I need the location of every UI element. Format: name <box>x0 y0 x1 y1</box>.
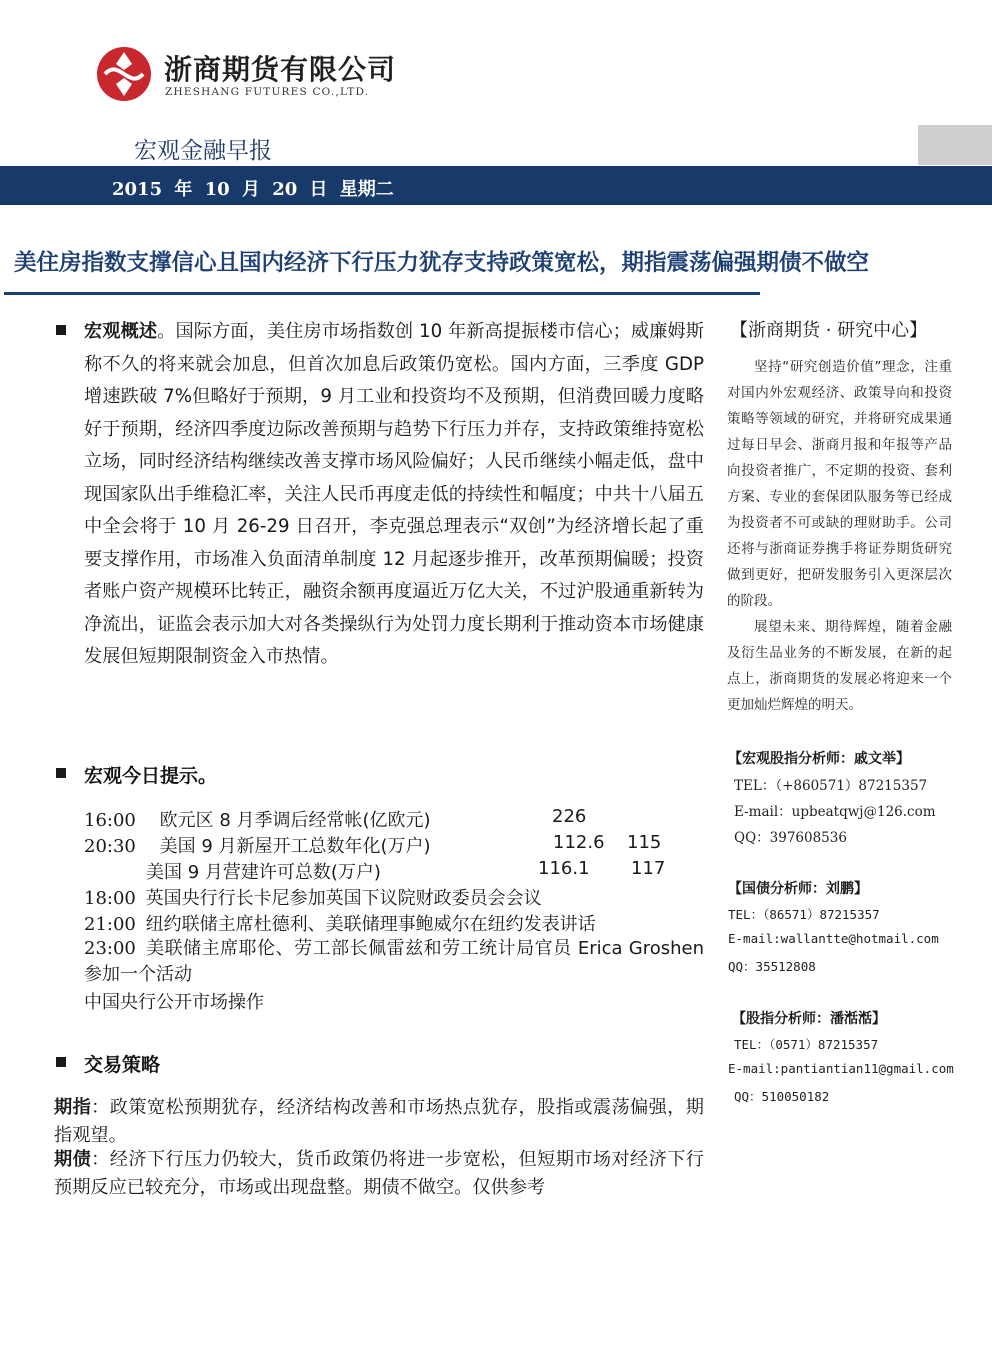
analyst-qq: QQ：397608536 <box>734 830 847 846</box>
analyst-title: 【股指分析师：潘湉湉】 <box>732 1011 886 1027</box>
calendar-row <box>84 884 542 910</box>
calendar-title: 宏观今日提示。 <box>84 765 218 787</box>
company-name-en: ZHESHANG FUTURES CO.,LTD. <box>165 86 370 98</box>
strategy-item-index-futures <box>54 1094 704 1150</box>
analyst-tel: TEL：（0571）87215357 <box>734 1037 879 1052</box>
sidebar-paragraph: 坚持“研究创造价值”理念，注重对国内外宏观经济、政策导向和投资策略等领域的研究，并将研究成果通过每日早会、浙商月报和年报等产品向投资者推广，不定期的投资、套利方案、专业的套保团队服务等已经成为投资者不可或缺的理财助手。公司还将与浙商证券携手将证券期货研究做到更好，把研发服务引入更深层次的阶段。 <box>727 359 952 609</box>
calendar-time: 20:30 <box>84 836 136 857</box>
strategy-item-bond-futures <box>54 1146 704 1202</box>
analyst-title: 【国债分析师：刘鹏】 <box>728 881 868 897</box>
sidebar-title: 【浙商期货 · 研究中心】 <box>730 320 928 341</box>
bullet-icon <box>56 1057 66 1067</box>
calendar-event: 英国央行行长卡尼参加英国下议院财政委员会会议 <box>145 888 542 909</box>
strategy-title: 交易策略 <box>84 1054 161 1076</box>
calendar-event: 美国 9 月营建许可总数(万户) <box>146 862 381 883</box>
overview-title: 宏观概述 <box>84 321 158 342</box>
company-name-cn: 浙商期货有限公司 <box>164 53 397 86</box>
overview-body: 。国际方面，美住房市场指数创 10 年新高提振楼市信心；威廉姆斯称不久的将来就会加息，但首次加息后政策仍宽松。国内方面，三季度 GDP 增速跌破 7%但略好于预期，9 月工业和投资均不及预期，但消费回暖力度略好于预期，经济四季度边际改善预期与趋势下行压力并存，支持政策维持宽松立场，同时经济结构继续改善支撑市场风险偏好；人民币继续小幅走低，盘中现国家队出手维稳汇率，关注人民币再度走低的持续性和幅度；中共十八届五中全会将于 10 月 26-29 日召开，李克强总理表示“双创”为经济增长起了重要支撑作用，市场准入负面清单制度 12 月起逐步推开，改革预期偏暖；投资者账户资产规模环比转正，融资余额再度逼近万亿大关，不过沪股通重新转为净流出，证监会表示加大对各类操纵行为处罚力度长期利于推动资本市场健康发展但短期限制资金入市热情。 <box>84 321 704 667</box>
calendar-row <box>84 936 704 988</box>
calendar-row <box>84 806 431 832</box>
headline-divider <box>4 292 760 295</box>
analyst-email[interactable]: E-mail:pantiantian11@gmail.com <box>728 1061 954 1076</box>
calendar-event: 欧元区 8 月季调后经常帐(亿欧元) <box>159 810 431 831</box>
macro-overview <box>84 316 704 674</box>
calendar-time: 16:00 <box>84 810 136 831</box>
analyst-title: 【宏观股指分析师：戚文举】 <box>728 751 910 767</box>
calendar-event: 美联储主席耶伦、劳工部长佩雷兹和劳工统计局官员 Erica Groshen 参加一个活动 <box>84 938 704 985</box>
strategy-label: 期指 <box>54 1097 92 1118</box>
calendar-time: 23:00 <box>84 938 136 959</box>
analyst-tel: TEL：（+860571）87215357 <box>734 778 928 794</box>
bullet-icon <box>56 768 66 778</box>
strategy-text: ：经济下行压力仍较大，货币政策仍将进一步宽松，但短期市场对经济下行预期反应已较充分，市场或出现盘整。期债不做空。仅供参考 <box>54 1149 704 1198</box>
calendar-row <box>84 832 431 858</box>
calendar-time: 21:00 <box>84 914 136 935</box>
calendar-prev: 116.1 <box>538 858 590 879</box>
calendar-event: 中国央行公开市场操作 <box>84 992 264 1013</box>
strategy-text: ：政策宽松预期犹存，经济结构改善和市场热点犹存，股指或震荡偏强，期指观望。 <box>54 1097 704 1146</box>
report-date: 2015 年 10 月 20 日 星期二 <box>112 179 394 200</box>
calendar-time: 18:00 <box>84 888 136 909</box>
sidebar-paragraph: 展望未来、期待辉煌，随着金融及衍生品业务的不断发展，在新的起点上，浙商期货的发展必将迎来一个更加灿烂辉煌的明天。 <box>727 619 952 713</box>
analyst-email[interactable]: E-mail：upbeatqwj@126.com <box>734 804 936 820</box>
calendar-prev: 112.6 <box>553 832 605 853</box>
bullet-icon <box>56 325 66 335</box>
analyst-qq: QQ：510050182 <box>734 1089 830 1104</box>
report-type: 宏观金融早报 <box>134 138 272 164</box>
headline: 美住房指数支撑信心且国内经济下行压力犹存支持政策宽松，期指震荡偏强期债不做空 <box>14 250 870 276</box>
calendar-event: 纽约联储主席杜德利、美联储理事鲍威尔在纽约发表讲话 <box>145 914 596 935</box>
calendar-expected: 117 <box>631 858 666 879</box>
calendar-row <box>84 910 596 936</box>
calendar-event: 美国 9 月新屋开工总数年化(万户) <box>159 836 431 857</box>
sidebar-intro <box>727 354 952 718</box>
company-logo-icon <box>96 46 152 102</box>
analyst-qq: QQ：35512808 <box>728 959 816 974</box>
decorative-block <box>918 125 992 165</box>
calendar-prev: 226 <box>552 806 587 827</box>
calendar-expected: 115 <box>627 832 662 853</box>
strategy-label: 期债 <box>54 1149 92 1170</box>
analyst-email[interactable]: E-mail:wallantte@hotmail.com <box>728 931 939 946</box>
analyst-tel: TEL：（86571）87215357 <box>728 907 880 922</box>
